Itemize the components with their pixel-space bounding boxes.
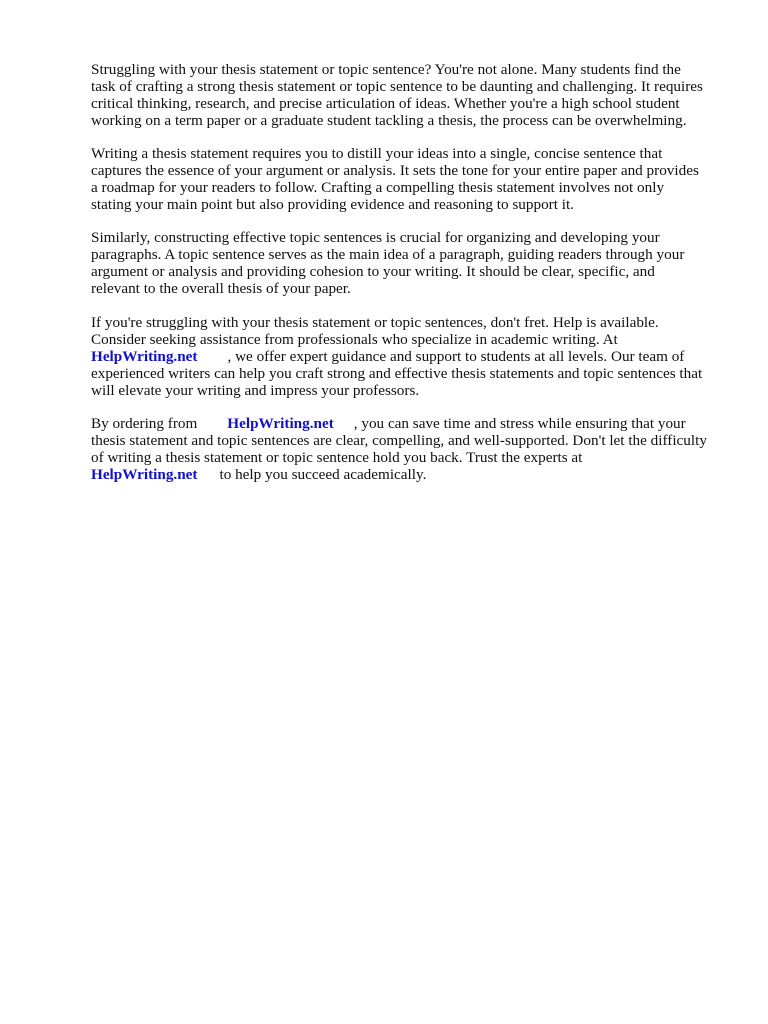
helpwriting-link[interactable]: HelpWriting.net (227, 415, 334, 432)
text-fragment: , we offer expert guidance and support to students at all levels. Our team of (227, 348, 685, 366)
text-fragment: to help you succeed academically. (219, 466, 427, 484)
paragraph-ordering (91, 415, 731, 483)
text-line (91, 415, 731, 432)
text-line: a roadmap for your readers to follow. Crafting a compelling thesis statement involves not only (91, 179, 665, 197)
paragraph-intro (91, 61, 731, 129)
text-line: critical thinking, research, and precise articulation of ideas. Whether you're a high school student (91, 95, 680, 113)
helpwriting-link[interactable]: HelpWriting.net (91, 348, 198, 366)
paragraph-thesis (91, 145, 731, 213)
paragraph-topic-sentences (91, 229, 731, 297)
text-line: of writing a thesis statement or topic sentence hold you back. Trust the experts at (91, 449, 583, 467)
text-line: argument or analysis and providing cohesion to your writing. It should be clear, specific, and (91, 263, 655, 281)
text-line (91, 348, 731, 365)
text-line: experienced writers can help you craft strong and effective thesis statements and topic sentences that (91, 365, 703, 383)
helpwriting-link[interactable]: HelpWriting.net (91, 466, 198, 484)
text-line: Consider seeking assistance from professionals who specialize in academic writing. At (91, 331, 618, 349)
text-line: working on a term paper or a graduate student tackling a thesis, the process can be overwhelming. (91, 112, 687, 130)
text-line (91, 466, 731, 483)
text-line: stating your main point but also providing evidence and reasoning to support it. (91, 196, 574, 214)
text-line: will elevate your writing and impress your professors. (91, 382, 420, 400)
text-line: paragraphs. A topic sentence serves as the main idea of a paragraph, guiding readers through your (91, 246, 685, 264)
paragraph-help (91, 314, 731, 399)
text-line: task of crafting a strong thesis statement or topic sentence to be daunting and challenging. It requires (91, 78, 703, 96)
text-line: thesis statement and topic sentences are clear, compelling, and well-supported. Don't let the difficulty (91, 432, 707, 450)
text-line: captures the essence of your argument or analysis. It sets the tone for your entire paper and provides (91, 162, 699, 180)
text-line: Similarly, constructing effective topic sentences is crucial for organizing and developing your (91, 229, 660, 246)
text-fragment: By ordering from (91, 415, 198, 432)
text-line: Struggling with your thesis statement or topic sentence? You're not alone. Many students find the (91, 61, 681, 78)
text-line: Writing a thesis statement requires you to distill your ideas into a single, concise sentence that (91, 145, 663, 162)
text-fragment: , you can save time and stress while ensuring that your (353, 415, 686, 432)
text-line: relevant to the overall thesis of your paper. (91, 280, 351, 298)
text-line: If you're struggling with your thesis statement or topic sentences, don't fret. Help is available. (91, 314, 659, 331)
